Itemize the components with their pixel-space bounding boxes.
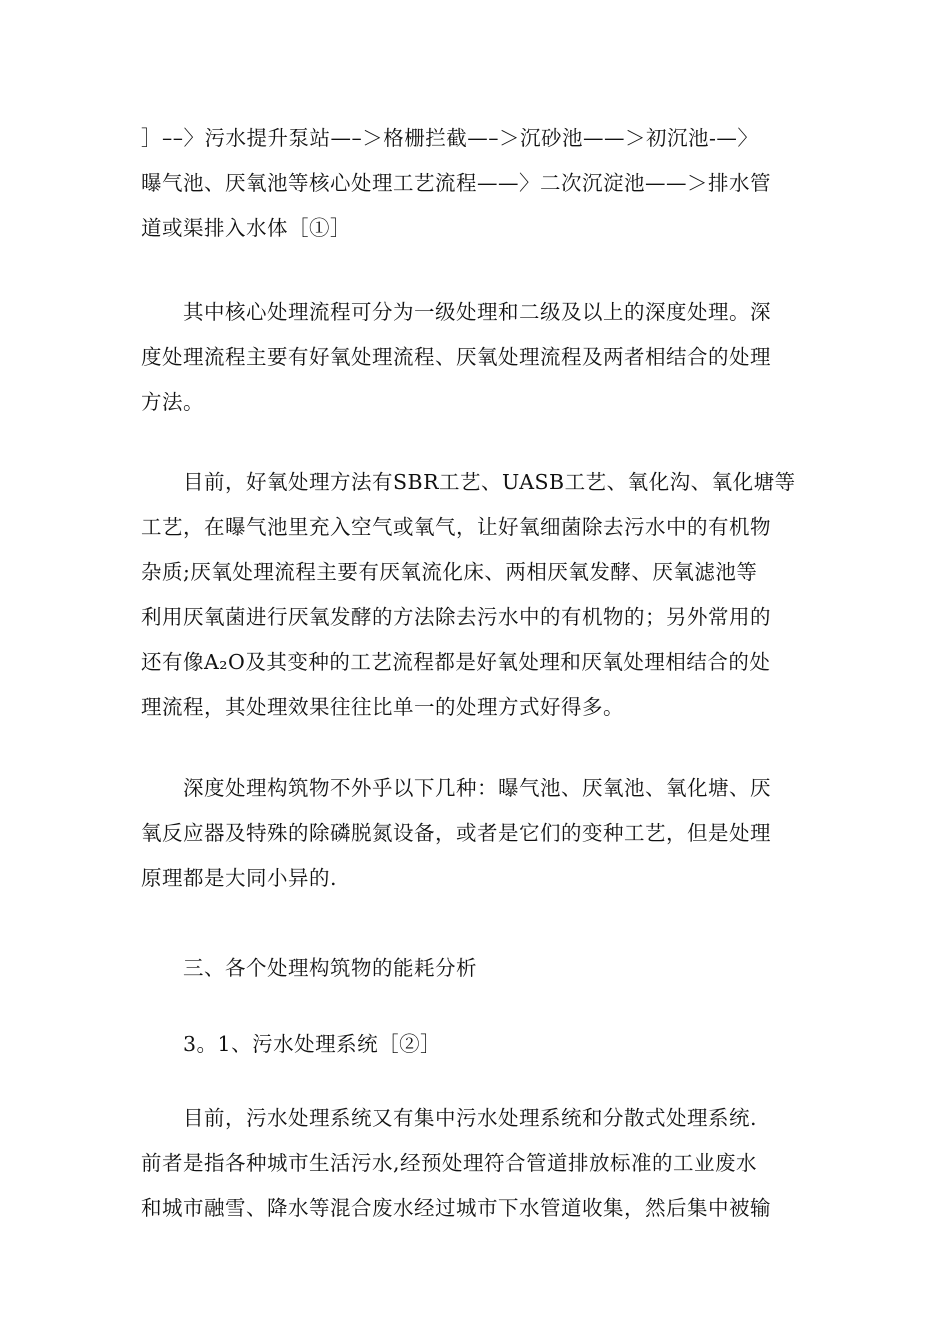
text-line: 杂质;厌氧处理流程主要有厌氧流化床、两相厌氧发酵、厌氧滤池等	[141, 560, 758, 584]
text-line: 目前，污水处理系统又有集中污水处理系统和分散式处理系统.	[183, 1106, 758, 1130]
text-line: 工艺，在曝气池里充入空气或氧气，让好氧细菌除去污水中的有机物	[141, 515, 771, 539]
paragraph-sewage-system	[141, 1096, 831, 1231]
text-line: 道或渠排入水体［①］	[141, 216, 351, 240]
paragraph-process-flow	[141, 116, 831, 251]
text-line: 度处理流程主要有好氧处理流程、厌氧处理流程及两者相结合的处理	[141, 345, 771, 369]
text-line: ］––〉污水提升泵站—–＞格栅拦截—–＞沉砂池——＞初沉池-—〉	[141, 126, 759, 150]
text-line: 目前，好氧处理方法有SBR工艺、UASB工艺、氧化沟、氧化塘等	[183, 470, 796, 494]
text-line: 方法。	[141, 390, 204, 414]
text-line: 曝气池、厌氧池等核心处理工艺流程——〉二次沉淀池——＞排水管	[141, 171, 771, 195]
text-line: 还有像A₂O及其变种的工艺流程都是好氧处理和厌氧处理相结合的处	[141, 650, 771, 674]
subsection-heading	[141, 1022, 831, 1067]
text-line: 理流程，其处理效果往往比单一的处理方式好得多。	[141, 695, 624, 719]
text-line: 前者是指各种城市生活污水,经预处理符合管道排放标准的工业废水	[141, 1151, 758, 1175]
text-line: 原理都是大同小异的.	[141, 866, 338, 890]
text-line: 氧反应器及特殊的除磷脱氮设备，或者是它们的变种工艺，但是处理	[141, 821, 771, 845]
text-line: 和城市融雪、降水等混合废水经过城市下水管道收集，然后集中被输	[141, 1196, 771, 1220]
section-heading	[141, 946, 831, 991]
heading-text: 三、各个处理构筑物的能耗分析	[183, 956, 477, 980]
text-line: 深度处理构筑物不外乎以下几种：曝气池、厌氧池、氧化塘、厌	[183, 776, 771, 800]
paragraph-structures	[141, 766, 831, 901]
text-line: 利用厌氧菌进行厌氧发酵的方法除去污水中的有机物的；另外常用的	[141, 605, 771, 629]
heading-text: 3。1、污水处理系统［②］	[183, 1032, 442, 1056]
text-line: 其中核心处理流程可分为一级处理和二级及以上的深度处理。深	[183, 300, 771, 324]
paragraph-aerobic-anaerobic	[141, 460, 831, 730]
paragraph-core-process	[141, 290, 831, 425]
